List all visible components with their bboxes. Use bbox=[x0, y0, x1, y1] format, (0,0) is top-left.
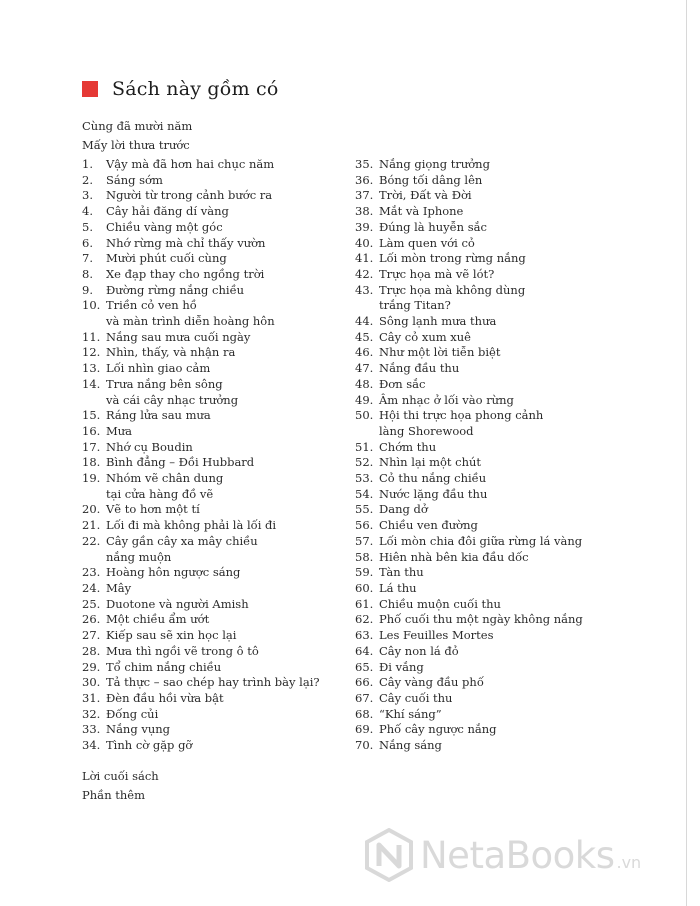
toc-entry-number: 49. bbox=[355, 392, 374, 407]
neta-logo-icon bbox=[364, 828, 414, 882]
toc-entry-number: 42. bbox=[355, 266, 374, 281]
page-title: Sách này gồm có bbox=[112, 78, 279, 100]
toc-entry bbox=[355, 298, 645, 314]
toc-entry-title: nắng muộn bbox=[106, 549, 172, 564]
toc-entry bbox=[82, 298, 352, 314]
toc-entry-number: 53. bbox=[355, 471, 374, 486]
toc-entry bbox=[82, 330, 352, 346]
toc-entry-number: 46. bbox=[355, 345, 374, 360]
toc-entry-title: Mưa bbox=[106, 423, 133, 438]
toc-entry bbox=[355, 330, 645, 346]
toc-entry-title: Cây cỏ xum xuê bbox=[379, 329, 471, 344]
toc-entry-number: 54. bbox=[355, 486, 374, 501]
toc-entry-number: 34. bbox=[82, 738, 101, 753]
toc-entry bbox=[82, 408, 352, 424]
toc-entry-title: Chiều vàng một góc bbox=[106, 219, 223, 234]
toc-entry bbox=[82, 424, 352, 440]
toc-entry-number: 59. bbox=[355, 565, 374, 580]
toc-entry-number: 45. bbox=[355, 329, 374, 344]
toc-entry-title: Duotone và người Amish bbox=[106, 596, 249, 611]
toc-entry-number: 25. bbox=[82, 596, 101, 611]
toc-entry-title: Nắng sau mưa cuối ngày bbox=[106, 329, 251, 344]
toc-entry-title: Đường rừng nắng chiều bbox=[106, 282, 245, 297]
toc-entry-title: Lối mòn trong rừng nắng bbox=[379, 251, 526, 266]
toc-entry-title: Trưa nắng bên sông bbox=[106, 376, 223, 391]
toc-entry-title: Lối nhìn giao cảm bbox=[106, 361, 211, 376]
back-matter bbox=[82, 767, 159, 805]
toc-entry-number: 55. bbox=[355, 502, 374, 517]
toc-entry-number: 56. bbox=[355, 518, 374, 533]
toc-entry bbox=[82, 487, 352, 503]
toc-entry-number: 19. bbox=[82, 471, 101, 486]
toc-entry-number: 27. bbox=[82, 628, 101, 643]
toc-entry-number: 4. bbox=[82, 204, 93, 219]
toc-entry-number bbox=[82, 314, 106, 330]
toc-entry-number: 13. bbox=[82, 361, 101, 376]
toc-entry-number: 28. bbox=[82, 643, 101, 658]
toc-entry-number: 63. bbox=[355, 628, 374, 643]
toc-entry-title: Đi vắng bbox=[379, 659, 424, 674]
toc-entry-title: Đèn đầu hồi vừa bật bbox=[106, 690, 224, 705]
toc-entry-title: Vẽ to hơn một tí bbox=[106, 502, 200, 517]
toc-entry bbox=[82, 597, 352, 613]
toc-entry-number: 26. bbox=[82, 612, 101, 627]
toc-entry-number: 30. bbox=[82, 675, 101, 690]
toc-entry-title: Tàn thu bbox=[379, 565, 424, 580]
toc-entry-title: làng Shorewood bbox=[379, 423, 474, 438]
toc-entry bbox=[355, 660, 645, 676]
toc-entry bbox=[355, 377, 645, 393]
toc-entry-number: 61. bbox=[355, 596, 374, 611]
toc-entry bbox=[355, 455, 645, 471]
toc-entry-number: 5. bbox=[82, 219, 93, 234]
toc-entry-title: Phố cuối thu một ngày không nắng bbox=[379, 612, 583, 627]
toc-entry-title: Nắng sáng bbox=[379, 738, 442, 753]
toc-entry-number: 40. bbox=[355, 235, 374, 250]
toc-entry-number: 37. bbox=[355, 188, 374, 203]
toc-entry-number: 36. bbox=[355, 172, 374, 187]
toc-entry-number: 22. bbox=[82, 533, 101, 548]
toc-entry-title: Mắt và Iphone bbox=[379, 204, 464, 219]
toc-entry bbox=[82, 267, 352, 283]
toc-entry-number: 21. bbox=[82, 518, 101, 533]
toc-entry-title: Lối mòn chia đôi giữa rừng lá vàng bbox=[379, 533, 583, 548]
front-matter-item: Mấy lời thưa trước bbox=[82, 138, 190, 152]
toc-entry-title: Nước lặng đầu thu bbox=[379, 486, 488, 501]
toc-entry-title: Đơn sắc bbox=[379, 376, 426, 391]
toc-entry-title: Người từ trong cảnh bước ra bbox=[106, 188, 273, 203]
toc-entry-number bbox=[355, 298, 379, 314]
toc-entry-title: Kiếp sau sẽ xin học lại bbox=[106, 628, 237, 643]
toc-entry-title: Chớm thu bbox=[379, 439, 437, 454]
toc-entry-title: Nắng vụng bbox=[106, 722, 171, 737]
toc-entry bbox=[355, 581, 645, 597]
toc-entry-number: 62. bbox=[355, 612, 374, 627]
toc-entry-title: Nhìn, thấy, và nhận ra bbox=[106, 345, 236, 360]
toc-entry bbox=[82, 628, 352, 644]
toc-entry-number: 66. bbox=[355, 675, 374, 690]
toc-entry-title: “Khí sáng” bbox=[379, 706, 442, 721]
toc-entry bbox=[355, 565, 645, 581]
toc-entry bbox=[82, 738, 352, 754]
toc-entry-title: Trực họa mà không dùng bbox=[379, 282, 526, 297]
toc-entry-title: Sáng sớm bbox=[106, 172, 163, 187]
toc-entry-number: 33. bbox=[82, 722, 101, 737]
toc-entry bbox=[355, 502, 645, 518]
toc-entry-number: 48. bbox=[355, 376, 374, 391]
red-square-icon bbox=[82, 81, 98, 97]
toc-entry-title: Mưa thì ngồi vẽ trong ô tô bbox=[106, 643, 259, 658]
toc-entry-number: 69. bbox=[355, 722, 374, 737]
toc-entry-number: 51. bbox=[355, 439, 374, 454]
toc-entry-number: 32. bbox=[82, 706, 101, 721]
toc-entry-number: 44. bbox=[355, 314, 374, 329]
toc-entry-title: Một chiều ẩm ướt bbox=[106, 612, 210, 627]
toc-entry bbox=[82, 361, 352, 377]
toc-entry-number: 15. bbox=[82, 408, 101, 423]
toc-entry-title: Âm nhạc ở lối vào rừng bbox=[379, 392, 514, 407]
toc-entry bbox=[355, 188, 645, 204]
toc-entry-title: Chiều ven đường bbox=[379, 518, 478, 533]
toc-entry bbox=[355, 236, 645, 252]
toc-entry-title: Vậy mà đã hơn hai chục năm bbox=[106, 157, 275, 171]
toc-entry-number: 6. bbox=[82, 235, 93, 250]
toc-entry-title: Nhớ rừng mà chỉ thấy vườn bbox=[106, 235, 266, 250]
toc-entry bbox=[355, 644, 645, 660]
toc-entry-title: Nắng giọng trưởng bbox=[379, 157, 490, 171]
toc-entry-number: 52. bbox=[355, 455, 374, 470]
toc-entry-number bbox=[82, 487, 106, 503]
toc-entry-number: 11. bbox=[82, 329, 101, 344]
toc-entry bbox=[82, 251, 352, 267]
toc-entry bbox=[82, 455, 352, 471]
toc-entry bbox=[355, 361, 645, 377]
toc-entry-number: 39. bbox=[355, 219, 374, 234]
toc-entry-number: 41. bbox=[355, 251, 374, 266]
toc-entry bbox=[82, 393, 352, 409]
watermark-suffix: .vn bbox=[616, 852, 642, 872]
toc-entry-title: Dang dở bbox=[379, 502, 428, 517]
toc-entry bbox=[82, 345, 352, 361]
toc-entry-title: Hoàng hôn ngược sáng bbox=[106, 565, 241, 580]
toc-entry bbox=[355, 424, 645, 440]
toc-entry-title: Hiên nhà bên kia đầu dốc bbox=[379, 549, 529, 564]
toc-entry-title: Ráng lửa sau mưa bbox=[106, 408, 211, 423]
toc-entry-title: Phố cây ngược nắng bbox=[379, 722, 497, 737]
toc-entry bbox=[82, 314, 352, 330]
back-matter-item: Lời cuối sách bbox=[82, 769, 159, 783]
toc-entry-number bbox=[82, 393, 106, 409]
front-matter-item: Cùng đã mười năm bbox=[82, 119, 193, 133]
toc-entry-number: 2. bbox=[82, 172, 93, 187]
toc-entry-number: 67. bbox=[355, 690, 374, 705]
toc-entry-number: 17. bbox=[82, 439, 101, 454]
toc-entry-number: 38. bbox=[355, 204, 374, 219]
toc-entry-number: 70. bbox=[355, 738, 374, 753]
toc-entry bbox=[82, 236, 352, 252]
toc-entry-title: Bóng tối dâng lên bbox=[379, 172, 483, 187]
toc-entry bbox=[355, 345, 645, 361]
toc-entry-title: Cây non lá đỏ bbox=[379, 643, 459, 658]
toc-entry bbox=[82, 220, 352, 236]
toc-entry-title: và cái cây nhạc trưởng bbox=[106, 392, 239, 407]
toc-entry-number: 50. bbox=[355, 408, 374, 423]
toc-entry bbox=[355, 628, 645, 644]
toc-entry bbox=[82, 518, 352, 534]
toc-entry bbox=[355, 707, 645, 723]
back-matter-item: Phần thêm bbox=[82, 788, 145, 802]
toc-entry-title: Nhóm vẽ chân dung bbox=[106, 471, 224, 486]
toc-entry bbox=[355, 251, 645, 267]
toc-entry-number: 24. bbox=[82, 580, 101, 595]
toc-entry-number: 47. bbox=[355, 361, 374, 376]
toc-entry-number: 23. bbox=[82, 565, 101, 580]
toc-entry-number: 9. bbox=[82, 282, 93, 297]
toc-entry-title: Làm quen với cỏ bbox=[379, 235, 475, 250]
toc-entry-title: Như một lời tiễn biệt bbox=[379, 345, 501, 360]
toc-entry-number: 10. bbox=[82, 298, 101, 313]
toc-entry-number: 7. bbox=[82, 251, 93, 266]
toc-entry bbox=[82, 660, 352, 676]
toc-column-left bbox=[82, 157, 352, 754]
toc-entry bbox=[355, 440, 645, 456]
toc-entry bbox=[82, 440, 352, 456]
toc-entry-title: Cây hải đăng dí vàng bbox=[106, 204, 229, 219]
toc-entry bbox=[355, 314, 645, 330]
toc-entry bbox=[355, 550, 645, 566]
toc-entry-title: Đúng là huyễn sắc bbox=[379, 219, 487, 234]
toc-entry bbox=[355, 612, 645, 628]
toc-entry bbox=[355, 283, 645, 299]
toc-entry-number: 1. bbox=[82, 157, 93, 171]
toc-entry-title: Les Feuilles Mortes bbox=[379, 628, 494, 643]
toc-entry bbox=[355, 487, 645, 503]
toc-entry bbox=[82, 471, 352, 487]
toc-entry-number: 60. bbox=[355, 580, 374, 595]
toc-entry-title: Đống củi bbox=[106, 706, 159, 721]
toc-entry bbox=[82, 565, 352, 581]
toc-entry bbox=[82, 644, 352, 660]
toc-entry-number: 3. bbox=[82, 188, 93, 203]
toc-entry bbox=[355, 534, 645, 550]
toc-entry-number: 58. bbox=[355, 549, 374, 564]
toc-entry-title: Bình đẳng – Đồi Hubbard bbox=[106, 455, 255, 470]
toc-entry-title: tại cửa hàng đồ vẽ bbox=[106, 486, 214, 501]
toc-entry-number: 68. bbox=[355, 706, 374, 721]
toc-entry bbox=[355, 691, 645, 707]
toc-entry bbox=[355, 471, 645, 487]
watermark bbox=[364, 828, 641, 882]
toc-entry bbox=[82, 188, 352, 204]
toc-entry-number bbox=[82, 550, 106, 566]
toc-entry-title: Lối đi mà không phải là lối đi bbox=[106, 518, 277, 533]
toc-entry-number: 43. bbox=[355, 282, 374, 297]
toc-entry bbox=[355, 597, 645, 613]
toc-entry-number bbox=[355, 424, 379, 440]
toc-entry bbox=[82, 722, 352, 738]
toc-entry bbox=[82, 675, 352, 691]
toc-entry bbox=[355, 722, 645, 738]
toc-entry-title: Mây bbox=[106, 580, 132, 595]
toc-entry-number: 29. bbox=[82, 659, 101, 674]
toc-entry bbox=[355, 220, 645, 236]
toc-entry bbox=[82, 612, 352, 628]
toc-entry-title: Triền cỏ ven hồ bbox=[106, 298, 197, 313]
toc-entry bbox=[82, 691, 352, 707]
toc-entry bbox=[82, 502, 352, 518]
toc-entry bbox=[355, 393, 645, 409]
toc-entry-title: Xe đạp thay cho ngồng trời bbox=[106, 266, 265, 281]
toc-entry bbox=[355, 675, 645, 691]
toc-entry bbox=[355, 267, 645, 283]
toc-entry-number: 57. bbox=[355, 533, 374, 548]
toc-entry bbox=[82, 173, 352, 189]
toc-entry-title: Nhớ cụ Boudin bbox=[106, 439, 193, 454]
toc-entry-title: Hội thi trực họa phong cảnh bbox=[379, 408, 544, 423]
toc-entry-number: 8. bbox=[82, 266, 93, 281]
toc-entry-number: 65. bbox=[355, 659, 374, 674]
toc-entry-number: 18. bbox=[82, 455, 101, 470]
toc-entry-title: Cỏ thu nắng chiều bbox=[379, 471, 487, 486]
toc-entry bbox=[82, 581, 352, 597]
toc-entry bbox=[355, 204, 645, 220]
toc-entry-title: Chiều muộn cuối thu bbox=[379, 596, 501, 611]
toc-entry-title: Trời, Đất và Đời bbox=[379, 188, 472, 203]
watermark-brand: NetaBooks bbox=[420, 833, 615, 877]
toc-entry-title: Mười phút cuối cùng bbox=[106, 251, 227, 266]
toc-entry-title: Nắng đầu thu bbox=[379, 361, 460, 376]
toc-entry-title: Sông lạnh mưa thưa bbox=[379, 314, 497, 329]
toc-entry-title: Tình cờ gặp gỡ bbox=[106, 738, 193, 753]
toc-column-right bbox=[355, 157, 645, 754]
toc-entry-title: Nhìn lại một chút bbox=[379, 455, 482, 470]
toc-entry bbox=[355, 157, 645, 173]
toc-entry-title: Cây gần cây xa mây chiều bbox=[106, 533, 258, 548]
toc-entry-title: Cây cuối thu bbox=[379, 690, 453, 705]
toc-entry-title: Trực họa mà vẽ lót? bbox=[379, 266, 495, 281]
toc-entry-title: Cây vàng đầu phố bbox=[379, 675, 484, 690]
toc-heading bbox=[82, 78, 279, 100]
toc-entry-title: trắng Titan? bbox=[379, 298, 451, 313]
toc-entry-number: 35. bbox=[355, 157, 374, 171]
toc-entry bbox=[355, 518, 645, 534]
front-matter bbox=[82, 117, 192, 155]
toc-entry bbox=[82, 550, 352, 566]
toc-entry bbox=[355, 408, 645, 424]
toc-entry-title: Tổ chim nắng chiều bbox=[106, 659, 222, 674]
toc-entry-number: 64. bbox=[355, 643, 374, 658]
toc-entry bbox=[82, 534, 352, 550]
toc-entry-title: Tả thực – sao chép hay trình bày lại? bbox=[106, 675, 320, 690]
toc-entry-number: 12. bbox=[82, 345, 101, 360]
toc-entry bbox=[82, 707, 352, 723]
toc-entry-title: và màn trình diễn hoàng hôn bbox=[106, 314, 275, 329]
toc-entry-number: 31. bbox=[82, 690, 101, 705]
toc-entry-number: 20. bbox=[82, 502, 101, 517]
toc-entry bbox=[82, 377, 352, 393]
toc-entry-title: Lá thu bbox=[379, 580, 417, 595]
toc-entry bbox=[82, 204, 352, 220]
toc-entry bbox=[355, 173, 645, 189]
toc-entry bbox=[82, 283, 352, 299]
toc-entry-number: 16. bbox=[82, 423, 101, 438]
toc-entry bbox=[355, 738, 645, 754]
toc-entry bbox=[82, 157, 352, 173]
toc-entry-number: 14. bbox=[82, 376, 101, 391]
